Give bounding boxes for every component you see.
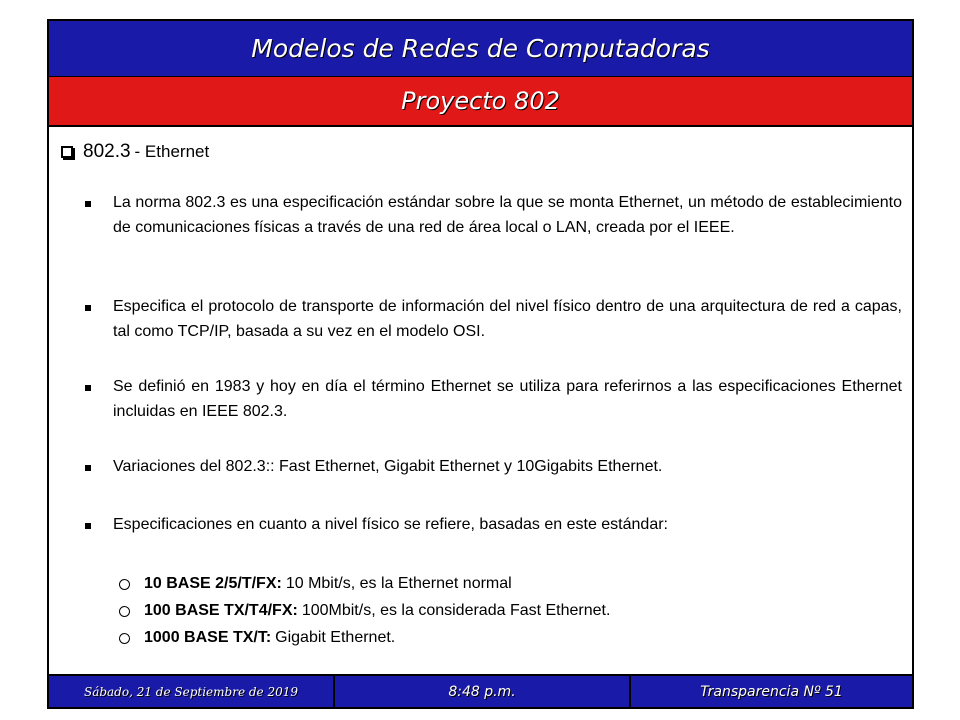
- spec-name: 1000 BASE TX/T:: [144, 629, 272, 646]
- square-bullet-icon: [85, 305, 91, 311]
- spec-desc: 10 Mbit/s, es la Ethernet normal: [285, 575, 512, 592]
- subtitle-bar: [49, 77, 912, 127]
- spec-item: [119, 629, 395, 647]
- list-item: [85, 375, 902, 424]
- square-bullet-icon: [85, 465, 91, 471]
- title-bar: [49, 21, 912, 78]
- spec-desc: 100Mbit/s, es la considerada Fast Ethernet.: [301, 602, 611, 619]
- list-item: [85, 191, 902, 240]
- bullet-text: Variaciones del 802.3:: Fast Ethernet, Gigabit Ethernet y 10Gigabits Ethernet.: [113, 458, 663, 475]
- square-bullet-icon: [85, 201, 91, 207]
- spec-name: 10 BASE 2/5/T/FX:: [144, 575, 282, 592]
- footer-time: 8:48 p.m.: [335, 676, 631, 707]
- circle-bullet-icon: [119, 606, 130, 617]
- bullet-text: La norma 802.3 es una especificación estándar sobre la que se monta Ethernet, un método de establecimiento de comunicaciones físicas a través de una red de área local o LAN, creada por el IEEE.: [113, 194, 902, 236]
- spec-desc: Gigabit Ethernet.: [275, 629, 396, 646]
- spec-item: [119, 602, 610, 620]
- bullet-text: Especifica el protocolo de transporte de información del nivel físico dentro de una arquitectura de red a capas, tal como TCP/IP, basada a su vez en el modelo OSI.: [113, 298, 902, 340]
- footer-bar: [49, 674, 912, 707]
- list-item: [85, 455, 902, 480]
- footer-date: Sábado, 21 de Septiembre de 2019: [49, 676, 335, 707]
- slide-title: Modelos de Redes de Computadoras: [251, 34, 710, 63]
- bullet-text: Especificaciones en cuanto a nivel físico se refiere, basadas en este estándar:: [113, 516, 668, 533]
- circle-bullet-icon: [119, 579, 130, 590]
- section-label: - Ethernet: [134, 142, 210, 161]
- square-bullet-icon: [85, 523, 91, 529]
- section-number: 802.3: [83, 141, 131, 162]
- list-item: [85, 295, 902, 344]
- slide-subtitle: Proyecto 802: [401, 87, 560, 115]
- slide-content: [49, 127, 912, 676]
- list-item: [85, 513, 902, 538]
- square-bullet-icon: [85, 385, 91, 391]
- bullet-text: Se definió en 1983 y hoy en día el término Ethernet se utiliza para referirnos a las especificaciones Ethernet incluidas en IEEE 802.3.: [113, 378, 902, 420]
- footer-slide-number: Transparencia Nº 51: [700, 683, 843, 700]
- slide-frame: [47, 19, 914, 709]
- section-heading: [61, 141, 209, 163]
- checkbox-bullet-icon: [61, 146, 73, 158]
- spec-name: 100 BASE TX/T4/FX:: [144, 602, 298, 619]
- circle-bullet-icon: [119, 633, 130, 644]
- spec-item: [119, 575, 512, 593]
